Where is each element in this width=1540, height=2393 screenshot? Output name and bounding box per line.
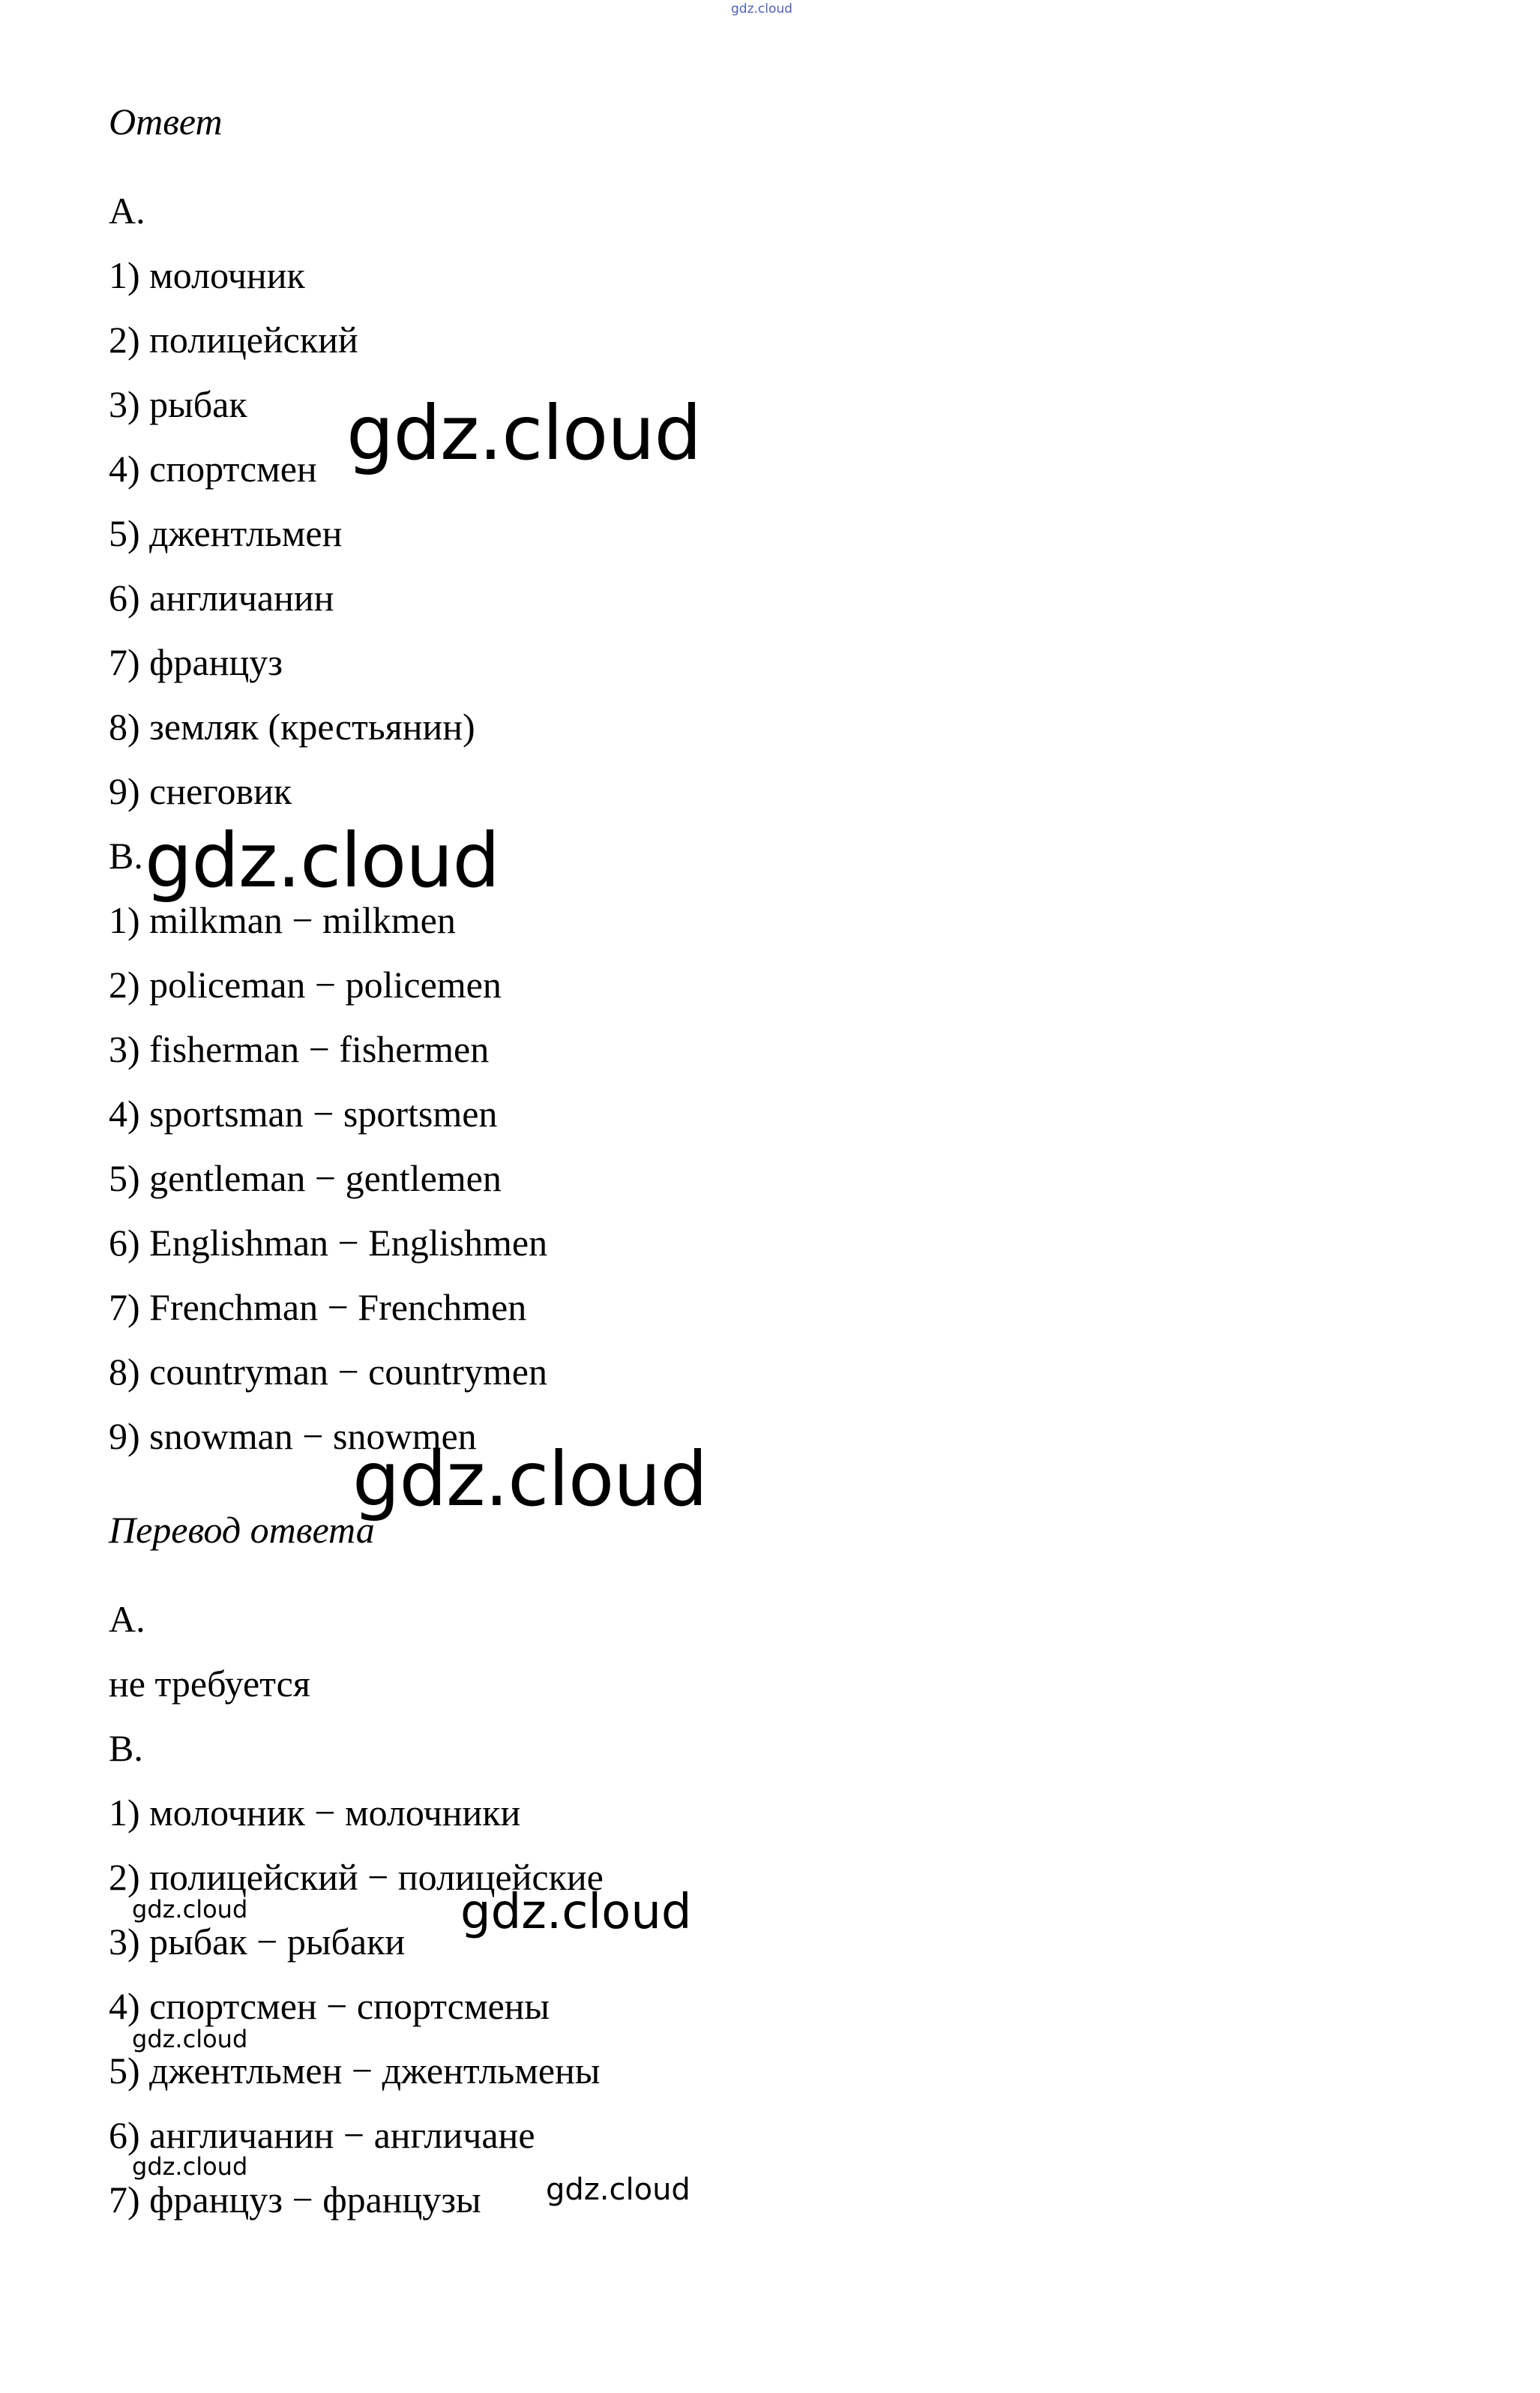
answer-a-item: 6) англичанин: [109, 577, 334, 619]
watermark: gdz.cloud: [132, 1895, 248, 1924]
answer-b-item: 4) sportsman − sportsmen: [109, 1093, 498, 1135]
answer-a-item: 4) спортсмен: [109, 448, 317, 490]
answer-a-item: 1) молочник: [109, 254, 305, 296]
watermark: gdz.cloud: [460, 1885, 692, 1940]
answer-a-item: 7) француз: [109, 641, 283, 683]
watermark: gdz.cloud: [346, 389, 702, 477]
answer-a-item: 5) джентльмен: [109, 512, 343, 554]
translation-b-item: 6) англичанин − англичане: [109, 2114, 535, 2156]
translation-section-a-label: A.: [109, 1598, 145, 1640]
answer-b-item: 2) policeman − policemen: [109, 964, 502, 1006]
watermark: gdz.cloud: [132, 2025, 248, 2053]
watermark: gdz.cloud: [132, 2152, 248, 2181]
translation-b-item: 2) полицейский − полицейские: [109, 1856, 604, 1898]
answer-b-item: 8) countryman − countrymen: [109, 1351, 547, 1393]
answer-a-item: 2) полицейский: [109, 319, 358, 361]
answer-a-item: 3) рыбак: [109, 383, 247, 425]
answer-a-item: 9) снеговик: [109, 770, 292, 812]
answer-heading: Ответ: [109, 100, 223, 142]
answer-b-item: 3) fisherman − fishermen: [109, 1028, 490, 1070]
watermark: gdz.cloud: [352, 1435, 708, 1523]
watermark-top: gdz.cloud: [731, 1, 792, 16]
answer-b-item: 6) Englishman − Englishmen: [109, 1222, 548, 1264]
translation-b-item: 4) спортсмен − спортсмены: [109, 1985, 550, 2027]
answer-b-item: 7) Frenchman − Frenchmen: [109, 1286, 527, 1328]
answer-b-item: 5) gentleman − gentlemen: [109, 1157, 502, 1199]
answer-b-item: 9) snowman − snowmen: [109, 1415, 477, 1457]
translation-heading: Перевод ответа: [109, 1509, 375, 1551]
translation-b-item: 7) француз − французы: [109, 2179, 481, 2221]
answer-section-a-label: A.: [109, 190, 145, 232]
translation-b-item: 3) рыбак − рыбаки: [109, 1921, 406, 1963]
watermark: gdz.cloud: [145, 817, 500, 904]
translation-a-text: не требуется: [109, 1663, 310, 1705]
watermark: gdz.cloud: [546, 2173, 691, 2207]
answer-b-item: 1) milkman − milkmen: [109, 899, 456, 941]
translation-b-item: 5) джентльмен − джентльмены: [109, 2050, 601, 2092]
translation-b-item: 1) молочник − молочники: [109, 1792, 521, 1834]
answer-section-b-label: B.: [109, 835, 143, 877]
answer-a-item: 8) земляк (крестьянин): [109, 706, 475, 748]
translation-section-b-label: B.: [109, 1727, 143, 1769]
